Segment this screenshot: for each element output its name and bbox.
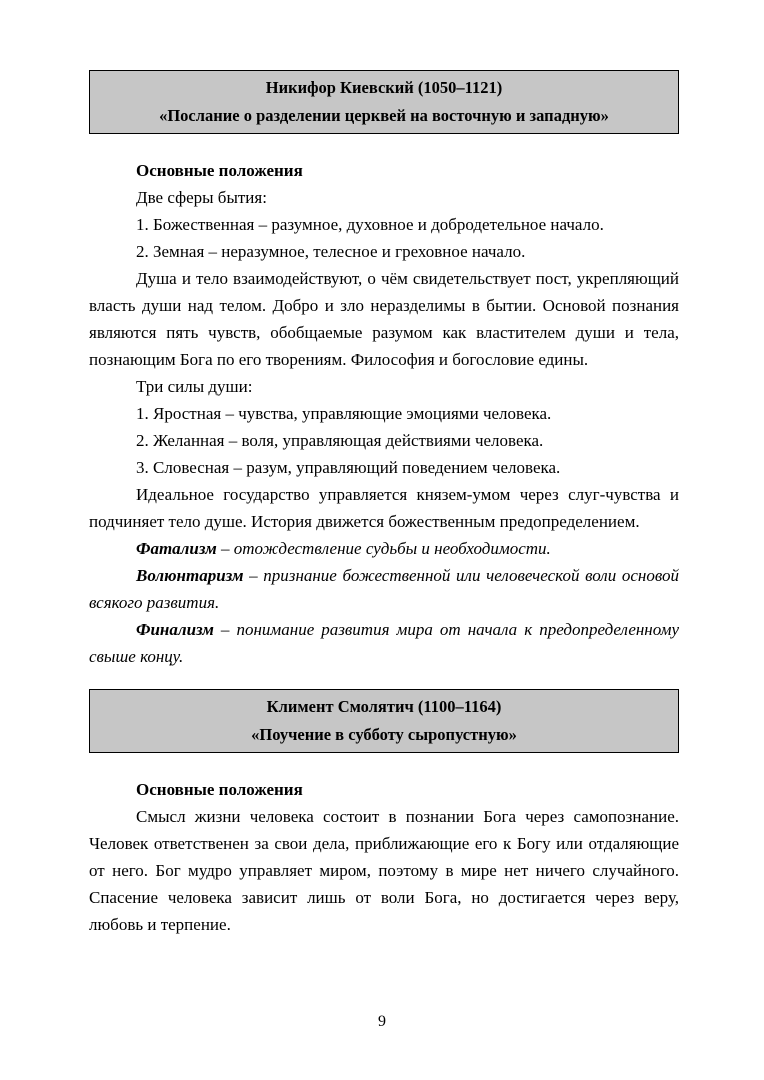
list-item-force-1: 1. Яростная – чувства, управляющие эмоциями человека. bbox=[136, 404, 552, 423]
definition-term: Финализм bbox=[136, 620, 214, 639]
definition-term: Волюнтаризм bbox=[136, 566, 244, 585]
definition-voluntarism bbox=[89, 562, 679, 616]
section2-heading: Основные положения bbox=[136, 780, 303, 799]
section1-author-title: Никифор Киевский (1050–1121) bbox=[265, 78, 503, 97]
section1-intro: Две сферы бытия: bbox=[136, 188, 267, 207]
paragraph-meaning-of-life: Смысл жизни человека состоит в познании Бога через самопознание. Человек ответственен за свои дела, приближающие его к Богу или отдаляющие от него. Бог мудро управляет миром, поэтому в мире нет ничего случайного. Спасение человека зависит лишь от воли Бога, но достигается через веру, любовь и терпение. bbox=[89, 807, 679, 934]
section1-forces-intro: Три силы души: bbox=[136, 377, 253, 396]
definition-finalism bbox=[89, 616, 679, 670]
paragraph-state: Идеальное государство управляется князем-умом через слуг-чувства и подчиняет тело душе. История движется божественным предопределением. bbox=[89, 485, 679, 531]
section1-header-box bbox=[89, 70, 679, 134]
list-item-force-3: 3. Словесная – разум, управляющий поведением человека. bbox=[136, 458, 561, 477]
section2-header-box bbox=[89, 689, 679, 753]
document-page bbox=[89, 70, 679, 938]
list-item-sphere-1: 1. Божественная – разумное, духовное и добродетельное начало. bbox=[136, 215, 604, 234]
section2-author-title: Климент Смолятич (1100–1164) bbox=[266, 697, 502, 716]
section1-heading: Основные положения bbox=[136, 161, 303, 180]
list-item-force-2: 2. Желанная – воля, управляющая действиями человека. bbox=[136, 431, 544, 450]
paragraph-soul: Душа и тело взаимодействуют, о чём свидетельствует пост, укрепляющий власть души над телом. Добро и зло неразделимы в бытии. Основой познания являются пять чувств, обобщаемые разумом как властителем души и тела, познающим Бога по его творениям. Философия и богословие едины. bbox=[89, 269, 679, 369]
definition-fatalism bbox=[89, 535, 679, 562]
definition-term: Фатализм bbox=[136, 539, 217, 558]
section2-work-title: «Поучение в субботу сыропустную» bbox=[251, 725, 517, 744]
definition-text: – признание божественной или человеческой воли основой всякого развития. bbox=[89, 566, 679, 612]
definition-text: – отождествление судьбы и необходимости. bbox=[216, 539, 551, 558]
list-item-sphere-2: 2. Земная – неразумное, телесное и греховное начало. bbox=[136, 242, 526, 261]
definition-text: – понимание развития мира от начала к предопределенному свыше концу. bbox=[89, 620, 679, 666]
section1-content bbox=[89, 157, 679, 670]
section2-content bbox=[89, 776, 679, 938]
section1-work-title: «Послание о разделении церквей на восточную и западную» bbox=[159, 106, 609, 125]
page-number: 9 bbox=[378, 1013, 386, 1030]
